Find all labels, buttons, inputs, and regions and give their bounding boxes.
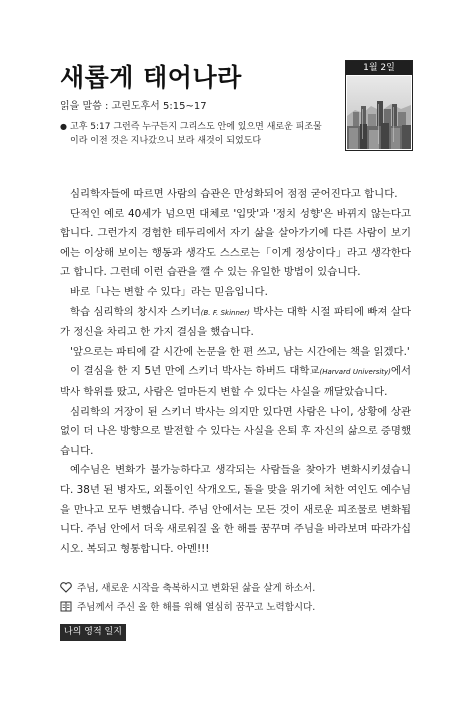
prayer-text: 주님, 새로운 시작을 축복하시고 변화된 삶을 살게 하소서. xyxy=(77,583,316,594)
journal-label: 나의 영적 일지 xyxy=(60,624,126,641)
key-verse-line-1 xyxy=(60,120,328,134)
book-icon xyxy=(60,601,72,612)
scripture-reading: 읽을 말씀 : 고린도후서 5:15~17 xyxy=(60,101,207,112)
action-text: 주님께서 주신 올 한 해를 위해 열심히 꿈꾸고 노력합시다. xyxy=(77,602,316,613)
paragraph-4 xyxy=(60,303,411,343)
paragraph-4-b: 박사는 대학 시절 파티에 빠져 살다가 정신을 차리고 한 가지 결심을 했습니다. xyxy=(60,305,411,339)
date-card xyxy=(345,60,413,151)
paragraph-6-b: 에서 박사 학위를 땄고, 사람은 얼마든지 변할 수 있다는 사실을 깨달았습니다. xyxy=(60,365,411,398)
harvard-name-en: (Harvard University) xyxy=(319,368,391,377)
paragraph-3: 바로「나는 변할 수 있다」라는 믿음입니다. xyxy=(70,285,268,298)
skinner-name-en: (B. F. Skinner) xyxy=(200,308,250,317)
verse-text-1: 고후 5:17 그런즉 누구든지 그리스도 안에 있으면 새로운 피조물 xyxy=(70,122,322,132)
paragraph-8: 예수님은 변화가 불가능하다고 생각되는 사람들을 찾아가 변화시키셨습니다. 38년 된 병자도, 외톨이인 삭개오도, 돌을 맞을 위기에 처한 여인도 예수님을 만나고 모두 변했습니다. 주님 안에서는 모든 것이 새로운 피조물로 변화됩니다. 주님 안에서 더욱 새로워질 올 한 해를 꿈꾸며 주님을 바라보며 따라가십시오. 복되고 형통합니다. 아멘!!! xyxy=(60,464,411,555)
paragraph-6 xyxy=(60,362,411,402)
page-title: 새롭게 태어나라 xyxy=(60,63,242,92)
devotional-body xyxy=(60,185,411,559)
city-skyline-photo xyxy=(347,76,411,149)
paragraph-2: 단적인 예로 40세가 넘으면 대체로 '입맛'과 '정치 성향'은 바뀌지 않는다고 합니다. 그런가지 경험한 테두리에서 자기 삶을 살아가기에 다른 사람이 보기에는 이상해 보이는 행동과 생각도 스스로는「이게 정상이다」라고 생각한다고 합니다. 그런데 이런 습관을 깰 수 있는 유일한 방법이 있습니다. xyxy=(60,207,411,279)
action-line xyxy=(60,599,315,613)
paragraph-7: 심리학의 거장이 된 스키너 박사는 의지만 있다면 사람은 나이, 상황에 상관없이 더 나은 방향으로 발전할 수 있다는 사실을 은퇴 후 자신의 삶으로 증명했습니다. xyxy=(60,405,411,457)
key-verse-line-2: 이라 이전 것은 지나갔으니 보라 새것이 되었도다 xyxy=(70,136,262,146)
date-label: 1월 2일 xyxy=(346,61,412,75)
paragraph-5: '앞으로는 파티에 갈 시간에 논문을 한 편 쓰고, 남는 시간에는 책을 읽겠다.' xyxy=(70,345,410,358)
prayer-line xyxy=(60,580,315,594)
heart-icon xyxy=(60,582,72,593)
bullet-icon: ● xyxy=(60,122,67,131)
key-verse xyxy=(60,120,328,148)
paragraph-6-a: 이 결심을 한 지 5년 만에 스키너 박사는 하버드 대학교 xyxy=(70,365,320,378)
paragraph-1: 심리학자들에 따르면 사람의 습관은 만성화되어 점점 굳어진다고 합니다. xyxy=(70,188,398,200)
paragraph-4-a: 학습 심리학의 창시자 스키너 xyxy=(70,305,201,318)
